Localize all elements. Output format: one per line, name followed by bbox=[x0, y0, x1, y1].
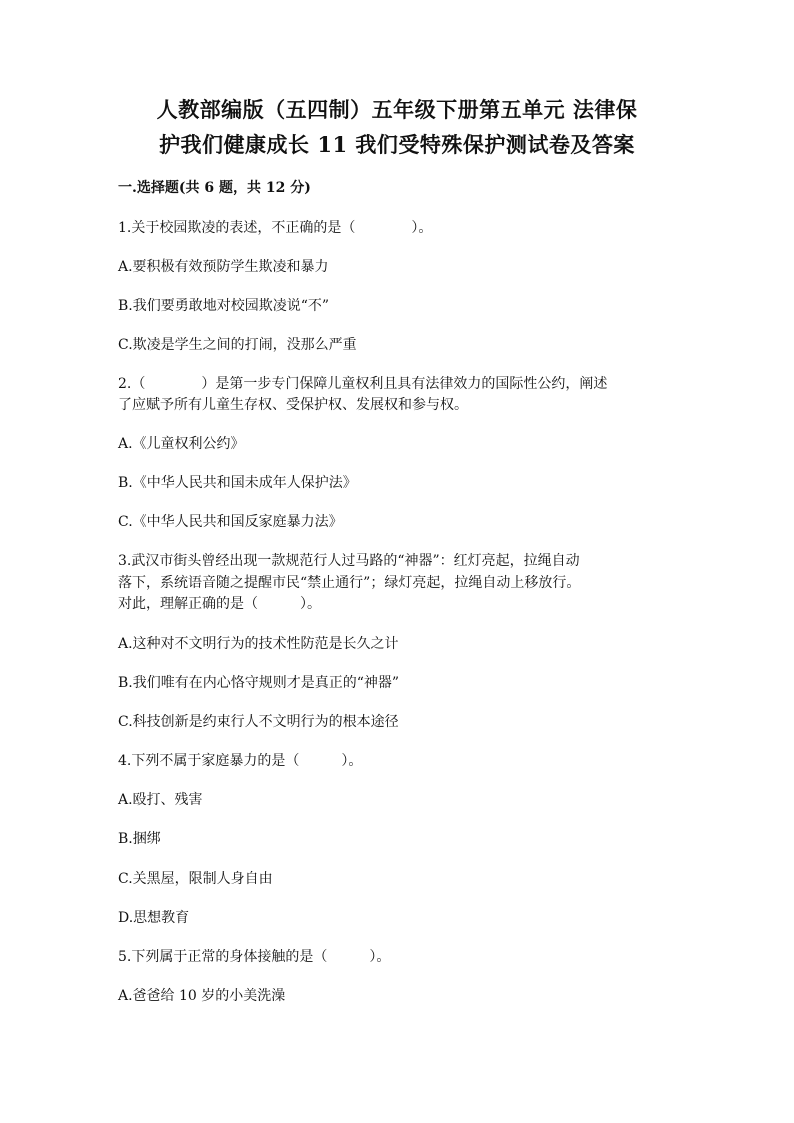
question-3-stem-line-3: 对此，理解正确的是（ ）。 bbox=[118, 596, 321, 612]
question-2-stem-line-2: 了应赋予所有儿童生存权、受保护权、发展权和参与权。 bbox=[118, 397, 468, 413]
question-3-stem-line-2: 落下，系统语音随之提醒市民“禁止通行”；绿灯亮起，拉绳自动上移放行。 bbox=[118, 575, 581, 591]
question-2-option-c: C.《中华人民共和国反家庭暴力法》 bbox=[118, 514, 343, 530]
question-3-option-c: C.科技创新是约束行人不文明行为的根本途径 bbox=[118, 714, 399, 730]
question-4-option-b: B.捆绑 bbox=[118, 831, 161, 847]
question-1-option-b: B.我们要勇敢地对校园欺凌说“不” bbox=[118, 298, 330, 314]
question-1-stem: 1.关于校园欺凌的表述，不正确的是（ ）。 bbox=[118, 220, 433, 236]
question-5-stem: 5.下列属于正常的身体接触的是（ ）。 bbox=[118, 949, 391, 965]
question-1-option-c: C.欺凌是学生之间的打闹，没那么严重 bbox=[118, 337, 357, 353]
question-4-option-c: C.关黑屋，限制人身自由 bbox=[118, 871, 273, 887]
question-3-stem-line-1: 3.武汉市街头曾经出现一款规范行人过马路的“神器”：红灯亮起，拉绳自动 bbox=[118, 553, 580, 569]
question-2-option-a: A.《儿童权利公约》 bbox=[118, 436, 245, 452]
question-4-option-a: A.殴打、残害 bbox=[118, 792, 203, 808]
question-4-option-d: D.思想教育 bbox=[118, 910, 190, 926]
page-title bbox=[100, 92, 694, 162]
question-2-stem-line-1: 2.（ ）是第一步专门保障儿童权利且具有法律效力的国际性公约，阐述 bbox=[118, 376, 608, 392]
question-1-option-a: A.要积极有效预防学生欺凌和暴力 bbox=[118, 259, 329, 275]
question-2-option-b: B.《中华人民共和国未成年人保护法》 bbox=[118, 475, 357, 491]
question-5-option-a: A.爸爸给 10 岁的小美洗澡 bbox=[118, 988, 286, 1004]
section-heading: 一.选择题(共 6 题，共 12 分) bbox=[118, 180, 311, 196]
question-4-stem: 4.下列不属于家庭暴力的是（ ）。 bbox=[118, 753, 363, 769]
title-line-1: 人教部编版（五四制）五年级下册第五单元 法律保 bbox=[156, 97, 638, 122]
title-line-2: 护我们健康成长 11 我们受特殊保护测试卷及答案 bbox=[159, 132, 635, 157]
question-3-option-a: A.这种对不文明行为的技术性防范是长久之计 bbox=[118, 636, 399, 652]
question-3-option-b: B.我们唯有在内心恪守规则才是真正的“神器” bbox=[118, 675, 400, 691]
